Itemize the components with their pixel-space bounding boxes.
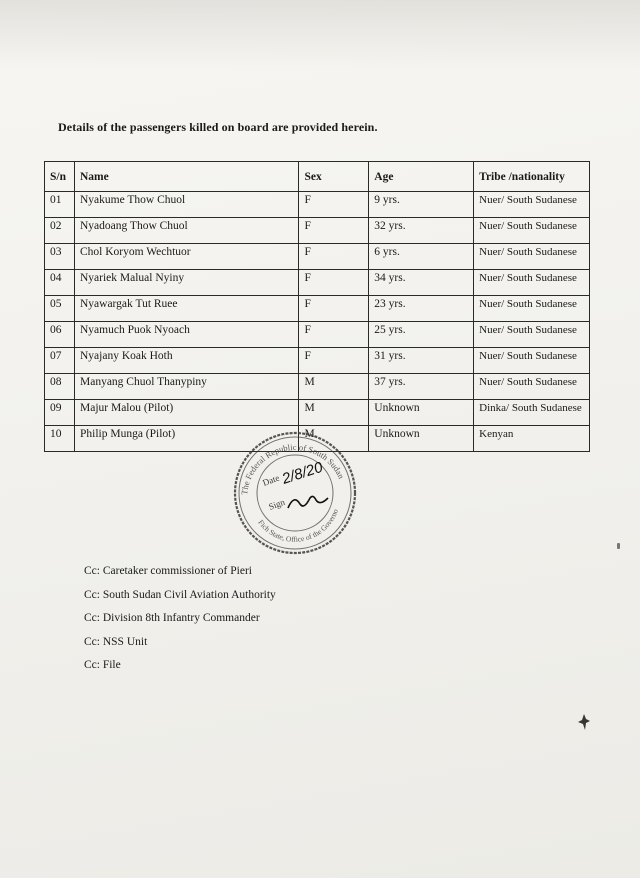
table-row [45, 244, 590, 270]
cell-sn: 04 [45, 270, 75, 296]
cell-tribe: Nuer/ South Sudanese [474, 322, 590, 348]
cell-sex: M [299, 400, 369, 426]
table-row [45, 322, 590, 348]
cell-sex: M [299, 374, 369, 400]
cell-age: 6 yrs. [369, 244, 474, 270]
ink-speck [577, 713, 591, 731]
cell-tribe: Kenyan [474, 426, 590, 452]
cell-name: Manyang Chuol Thanypiny [74, 374, 298, 400]
header-sn: S/n [45, 162, 75, 192]
header-tribe: Tribe /nationality [474, 162, 590, 192]
cell-name: Majur Malou (Pilot) [74, 400, 298, 426]
cell-name: Nyamuch Puok Nyoach [74, 322, 298, 348]
cell-sex: F [299, 296, 369, 322]
cell-name: Nyariek Malual Nyiny [74, 270, 298, 296]
cell-sex: F [299, 244, 369, 270]
cell-age: 31 yrs. [369, 348, 474, 374]
cell-sex: F [299, 322, 369, 348]
cc-list [84, 565, 276, 683]
cell-sex: F [299, 218, 369, 244]
cell-age: 25 yrs. [369, 322, 474, 348]
cell-sex: F [299, 192, 369, 218]
cell-age: 37 yrs. [369, 374, 474, 400]
cell-sn: 05 [45, 296, 75, 322]
table-row [45, 374, 590, 400]
cell-age: Unknown [369, 426, 474, 452]
cell-age: 23 yrs. [369, 296, 474, 322]
table-row [45, 296, 590, 322]
stamp-bottom-text: Fich State, Office of the Governo [256, 507, 340, 544]
cell-age: Unknown [369, 400, 474, 426]
cell-age: 32 yrs. [369, 218, 474, 244]
cell-age: 9 yrs. [369, 192, 474, 218]
passengers-table [44, 161, 590, 452]
cc-line: Cc: South Sudan Civil Aviation Authority [84, 588, 276, 601]
cell-age: 34 yrs. [369, 270, 474, 296]
document-heading: Details of the passengers killed on board are provided herein. [58, 120, 378, 134]
cc-line: Cc: File [84, 659, 121, 671]
official-stamp [230, 428, 360, 558]
cell-sex: F [299, 348, 369, 374]
cell-sex: F [299, 270, 369, 296]
cell-name: Nyadoang Thow Chuol [74, 218, 298, 244]
ink-speck [617, 543, 620, 549]
page-shadow [0, 0, 640, 70]
cell-tribe: Nuer/ South Sudanese [474, 244, 590, 270]
cc-line: Cc: NSS Unit [84, 635, 148, 648]
cell-tribe: Dinka/ South Sudanese [474, 400, 590, 426]
cell-name: Nyawargak Tut Ruee [74, 296, 298, 322]
table-row [45, 192, 590, 218]
table-header-row [45, 162, 590, 192]
signature-scribble [288, 496, 328, 508]
table-row [45, 270, 590, 296]
cell-sn: 10 [45, 426, 75, 452]
cell-sn: 01 [45, 192, 75, 218]
table-row [45, 218, 590, 244]
cell-sn: 06 [45, 322, 75, 348]
cell-name: Nyajany Koak Hoth [74, 348, 298, 374]
cc-line: Cc: Caretaker commissioner of Pieri [84, 565, 252, 577]
cell-tribe: Nuer/ South Sudanese [474, 348, 590, 374]
header-sex: Sex [299, 162, 369, 192]
cell-tribe: Nuer/ South Sudanese [474, 296, 590, 322]
cell-sn: 09 [45, 400, 75, 426]
cell-tribe: Nuer/ South Sudanese [474, 270, 590, 296]
cell-name: Nyakume Thow Chuol [74, 192, 298, 218]
cell-sn: 08 [45, 374, 75, 400]
table-row [45, 400, 590, 426]
stamp-arc-text: The Federal Republic of South Sudan [239, 441, 347, 496]
cc-line: Cc: Division 8th Infantry Commander [84, 612, 260, 624]
cell-name: Philip Munga (Pilot) [74, 426, 298, 452]
stamp-sign-label: Sign [267, 496, 287, 512]
cell-tribe: Nuer/ South Sudanese [474, 374, 590, 400]
header-name: Name [74, 162, 298, 192]
cell-name: Chol Koryom Wechtuor [74, 244, 298, 270]
cell-sn: 07 [45, 348, 75, 374]
stamp-date-value: 2/8/20 [279, 458, 325, 488]
cell-tribe: Nuer/ South Sudanese [474, 192, 590, 218]
header-age: Age [369, 162, 474, 192]
table-row [45, 348, 590, 374]
cell-tribe: Nuer/ South Sudanese [474, 218, 590, 244]
cell-sn: 03 [45, 244, 75, 270]
cell-sn: 02 [45, 218, 75, 244]
stamp-date-label: Date [261, 472, 281, 488]
cell-sex: M [299, 426, 369, 452]
